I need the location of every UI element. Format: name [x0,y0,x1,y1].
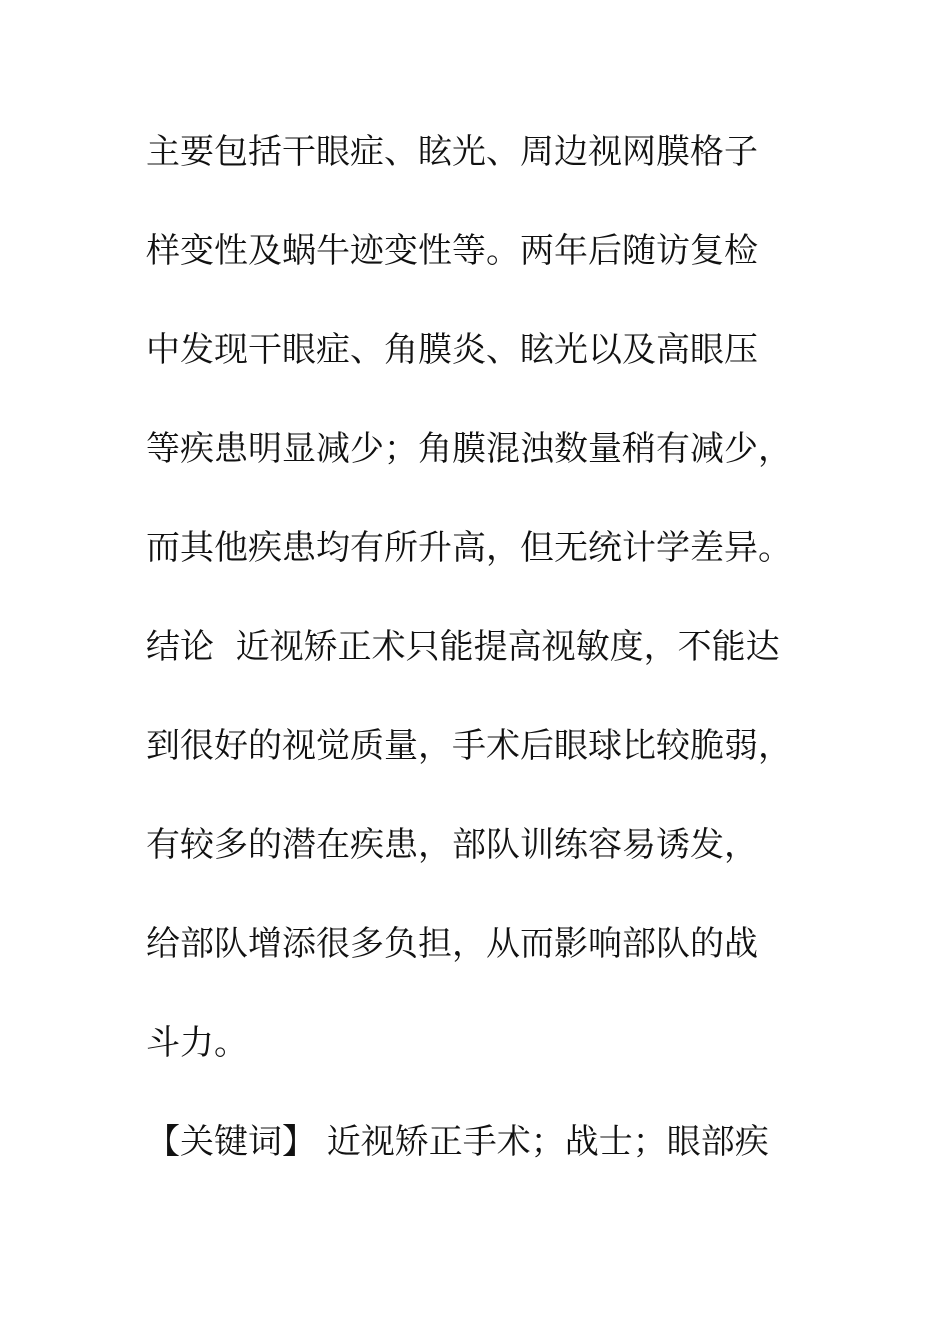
text-line: 有较多的潜在疾患，部队训练容易诱发， [146,825,758,865]
text-line: 斗力。 [146,1023,248,1063]
text-line: 主要包括干眼症、眩光、周边视网膜格子 [146,132,758,172]
text-line: 给部队增添很多负担，从而影响部队的战 [146,924,758,964]
text-line: 到很好的视觉质量，手术后眼球比较脆弱， [146,726,792,766]
text-line: 中发现干眼症、角膜炎、眩光以及高眼压 [146,330,758,370]
text-line: 样变性及蜗牛迹变性等。两年后随访复检 [146,231,758,271]
text-line: 而其他疾患均有所升高，但无统计学差异。 [146,528,792,568]
text-line: 结论 近视矫正术只能提高视敏度，不能达 [146,627,780,667]
keywords-line: 【关键词】 近视矫正手术；战士；眼部疾 [146,1122,769,1162]
text-line: 等疾患明显减少；角膜混浊数量稍有减少， [146,429,792,469]
